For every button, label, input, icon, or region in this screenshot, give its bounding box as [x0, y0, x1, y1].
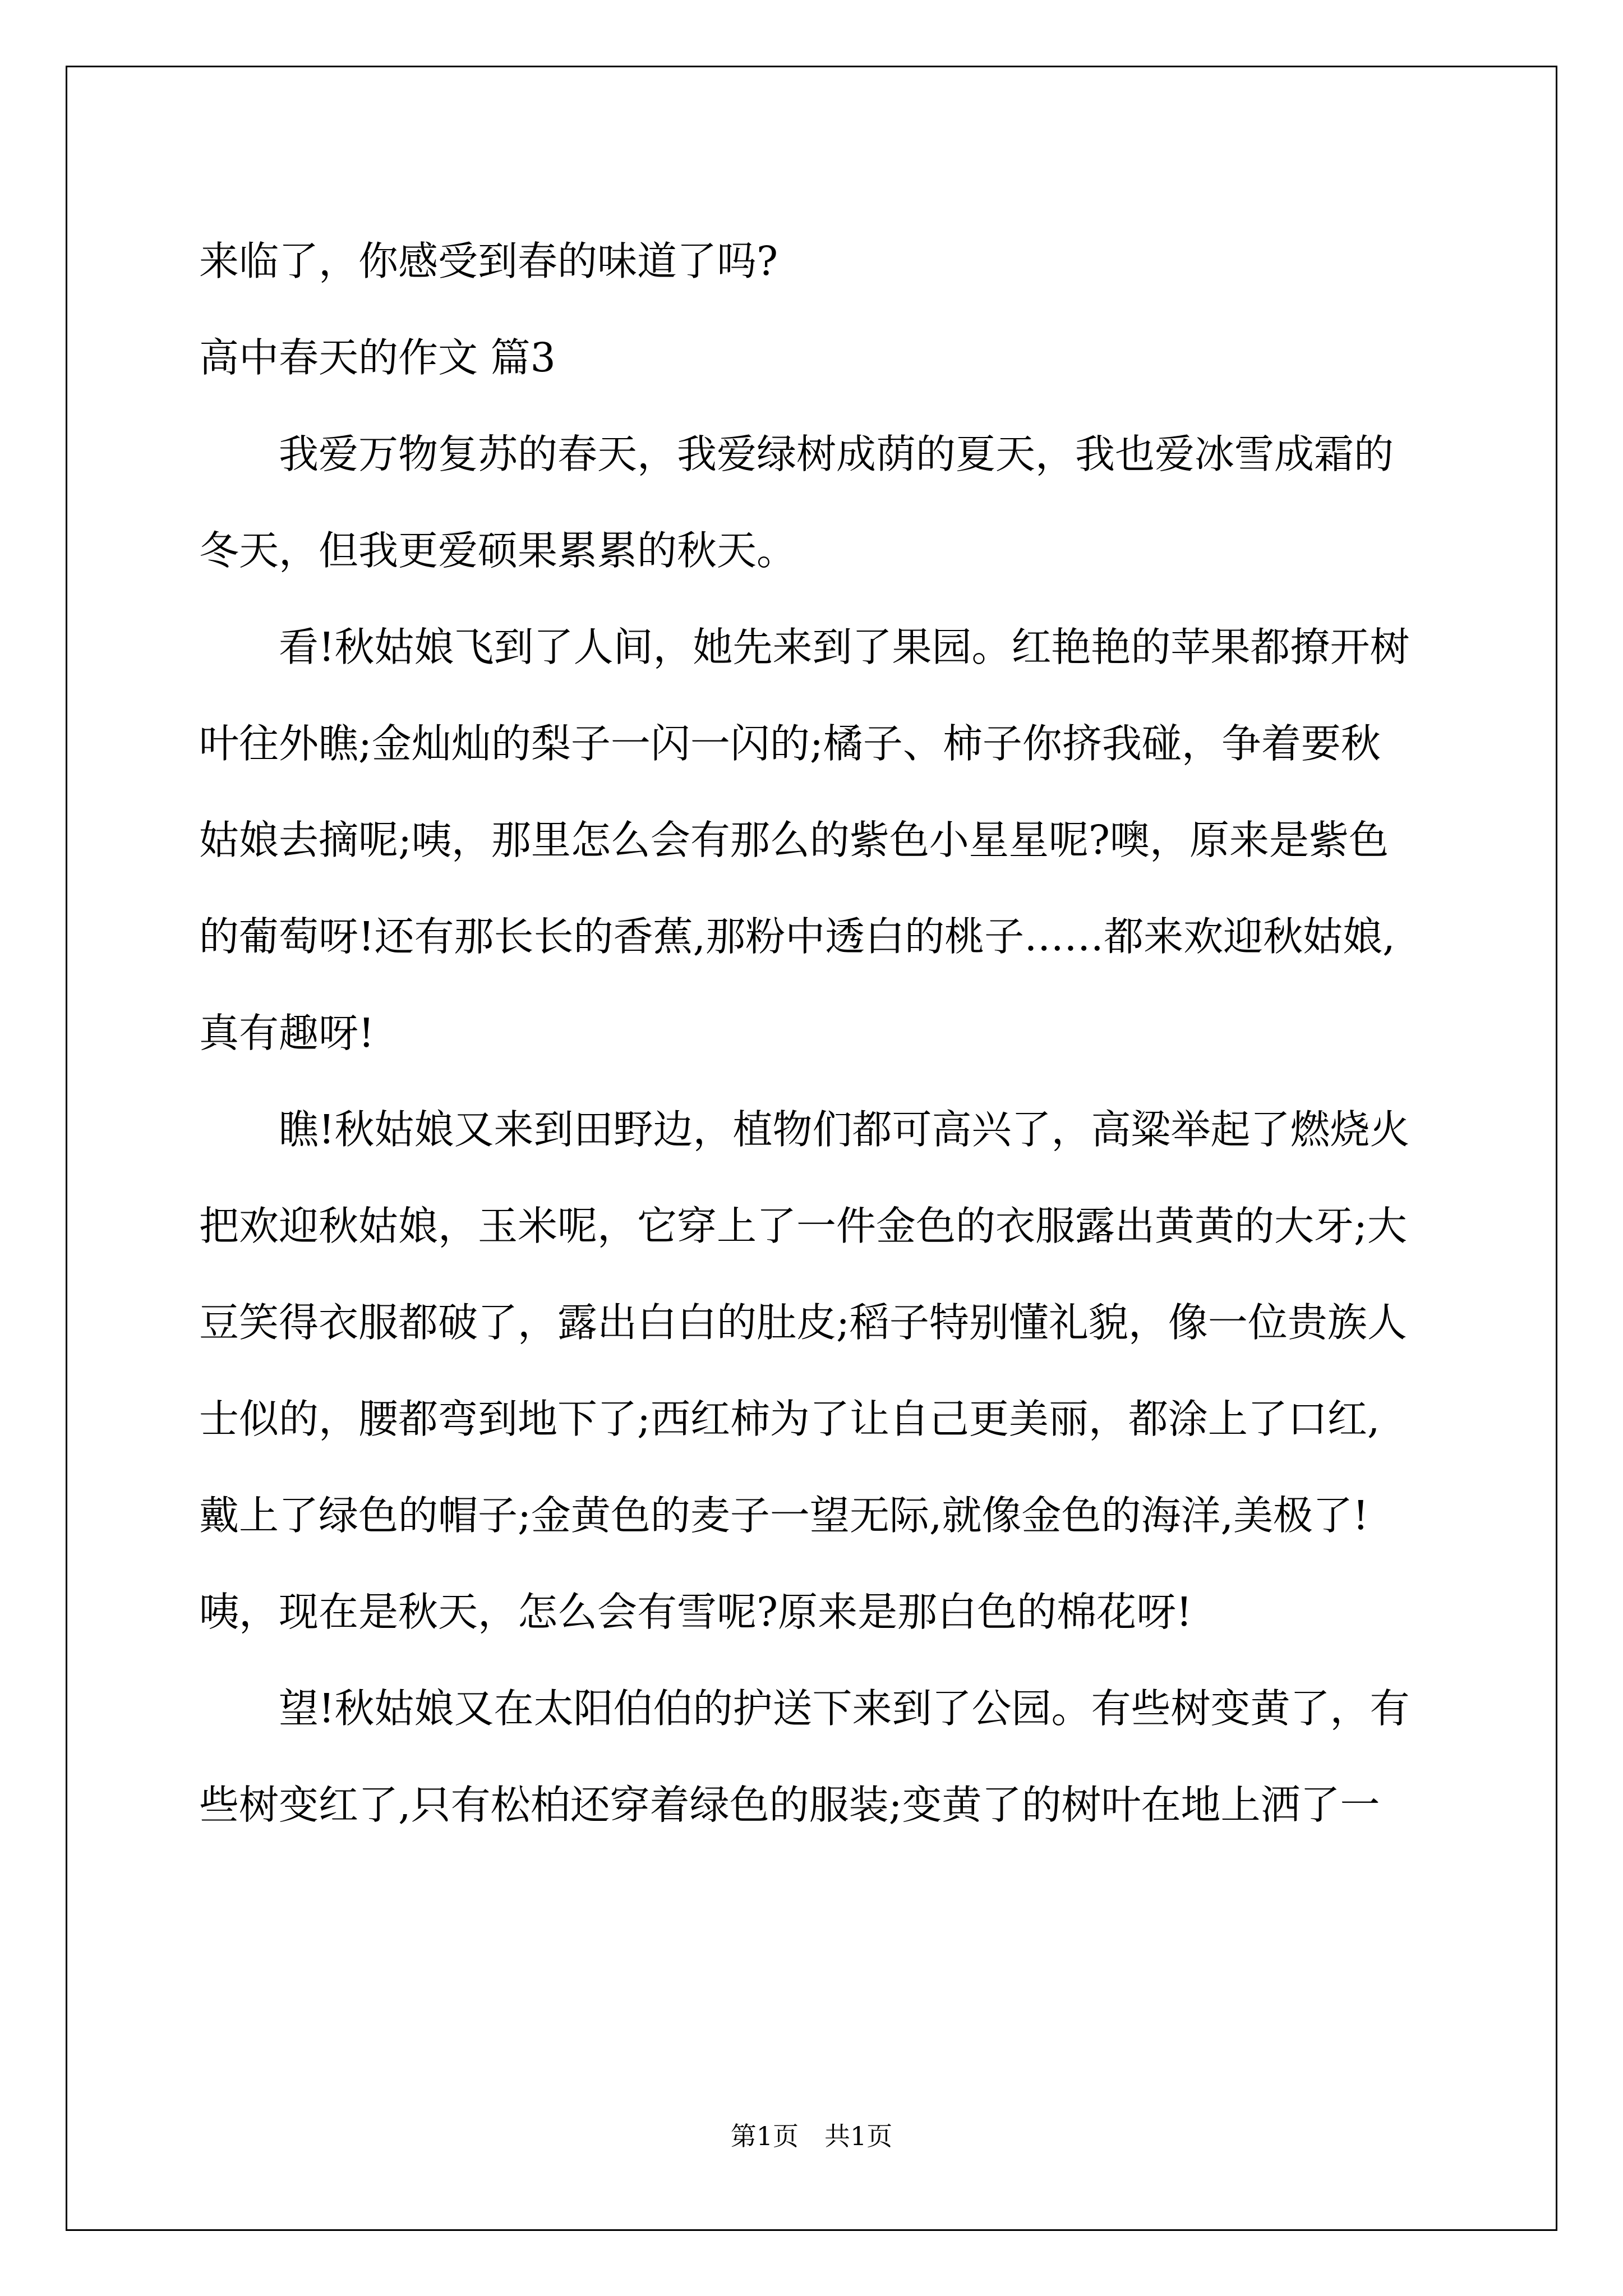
section-heading: 高中春天的作文 篇3: [199, 334, 556, 381]
document-body: [199, 213, 1427, 1853]
text-line: 叶往外瞧;金灿灿的梨子一闪一闪的;橘子、柿子你挤我碰，争着要秋: [199, 720, 1381, 767]
text-line: 望!秋姑娘又在太阳伯伯的护送下来到了公园。有些树变黄了，有: [279, 1685, 1410, 1732]
text-line: 我爱万物复苏的春天，我爱绿树成荫的夏天，我也爱冰雪成霜的: [279, 431, 1394, 477]
text-line: 把欢迎秋姑娘，玉米呢，它穿上了一件金色的衣服露出黄黄的大牙;大: [199, 1203, 1407, 1249]
text-line: 戴上了绿色的帽子;金黄色的麦子一望无际,就像金色的海洋,美极了!: [199, 1492, 1369, 1539]
text-line: 真有趣呀!: [199, 1010, 375, 1056]
text-line: 士似的，腰都弯到地下了;西红柿为了让自己更美丽，都涂上了口红,: [199, 1396, 1380, 1442]
text-line: 来临了，你感受到春的味道了吗?: [199, 238, 778, 284]
text-line: 的葡萄呀!还有那长长的香蕉,那粉中透白的桃子……都来欢迎秋姑娘,: [199, 913, 1395, 960]
page-number: 第1页: [730, 2121, 799, 2151]
text-line: 冬天，但我更爱硕果累累的秋天。: [199, 527, 797, 574]
page-footer: [0, 2119, 1623, 2153]
text-line: 姑娘去摘呢;咦，那里怎么会有那么的紫色小星星呢?噢，原来是紫色: [199, 817, 1389, 863]
text-line: 些树变红了,只有松柏还穿着绿色的服装;变黄了的树叶在地上洒了一: [199, 1782, 1380, 1828]
page-total: 共1页: [824, 2121, 893, 2151]
text-line: 豆笑得衣服都破了，露出白白的肚皮;稻子特别懂礼貌，像一位贵族人: [199, 1299, 1407, 1346]
text-line: 瞧!秋姑娘又来到田野边，植物们都可高兴了，高粱举起了燃烧火: [279, 1106, 1410, 1153]
text-line: 咦，现在是秋天，怎么会有雪呢?原来是那白色的棉花呀!: [199, 1589, 1192, 1635]
text-line: 看!秋姑娘飞到了人间，她先来到了果园。红艳艳的苹果都撩开树: [279, 624, 1410, 670]
